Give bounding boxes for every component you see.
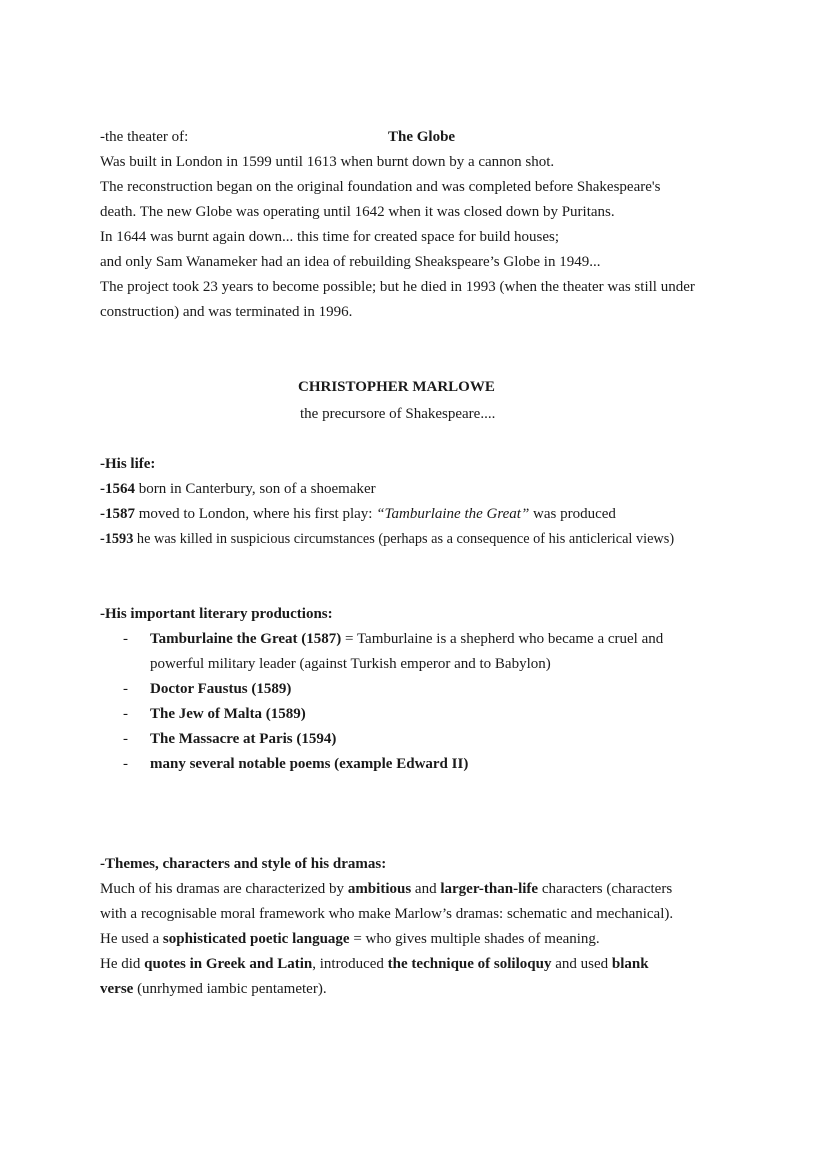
list-item-continuation: powerful military leader (against Turkish emperor and to Babylon) bbox=[150, 656, 551, 672]
themes-line-3: He used a sophisticated poetic language = who gives multiple shades of meaning. bbox=[100, 931, 600, 947]
life-entry-3: -1593 he was killed in suspicious circumstances (perhaps as a consequence of his anticlerical views) bbox=[100, 531, 675, 547]
list-item: Tamburlaine the Great (1587) = Tamburlaine is a shepherd who became a cruel and bbox=[150, 631, 664, 647]
productions-heading: -His important literary productions: bbox=[100, 606, 333, 622]
list-item: many several notable poems (example Edward II) bbox=[150, 756, 469, 772]
themes-line-2: with a recognisable moral framework who make Marlow’s dramas: schematic and mechanical). bbox=[100, 906, 674, 922]
life-heading: -His life: bbox=[100, 456, 156, 472]
globe-line-1: Was built in London in 1599 until 1613 when burnt down by a cannon shot. bbox=[100, 154, 555, 170]
globe-title: The Globe bbox=[388, 129, 456, 145]
list-bullet: - bbox=[123, 681, 128, 697]
globe-line-5: and only Sam Wanameker had an idea of rebuilding Sheakspeare’s Globe in 1949... bbox=[100, 254, 601, 270]
marlowe-subtitle: the precursore of Shakespeare.... bbox=[300, 406, 496, 422]
life-entry-2: -1587 moved to London, where his first play: “Tamburlaine the Great” was produced bbox=[100, 506, 616, 522]
themes-line-4: He did quotes in Greek and Latin, introduced the technique of soliloquy and used blank bbox=[100, 956, 649, 972]
globe-label: -the theater of: bbox=[100, 129, 189, 145]
list-bullet: - bbox=[123, 731, 128, 747]
life-entry-1: -1564 born in Canterbury, son of a shoemaker bbox=[100, 481, 376, 497]
list-bullet: - bbox=[123, 706, 128, 722]
themes-heading: -Themes, characters and style of his dramas: bbox=[100, 856, 387, 872]
list-bullet: - bbox=[123, 756, 128, 772]
list-item: The Jew of Malta (1589) bbox=[150, 706, 306, 722]
globe-line-6: The project took 23 years to become possible; but he died in 1993 (when the theater was still under bbox=[100, 279, 695, 295]
list-item: The Massacre at Paris (1594) bbox=[150, 731, 337, 747]
marlowe-title: CHRISTOPHER MARLOWE bbox=[298, 379, 495, 395]
globe-line-4: In 1644 was burnt again down... this time for created space for build houses; bbox=[100, 229, 560, 245]
globe-line-2: The reconstruction began on the original foundation and was completed before Shakespeare's bbox=[100, 179, 661, 195]
globe-line-7: construction) and was terminated in 1996. bbox=[100, 304, 353, 320]
globe-line-3: death. The new Globe was operating until 1642 when it was closed down by Puritans. bbox=[100, 204, 615, 220]
themes-line-1: Much of his dramas are characterized by ambitious and larger-than-life characters (characters bbox=[100, 881, 673, 897]
themes-line-5: verse (unrhymed iambic pentameter). bbox=[100, 981, 327, 997]
list-item: Doctor Faustus (1589) bbox=[150, 681, 292, 697]
list-bullet: - bbox=[123, 631, 128, 647]
